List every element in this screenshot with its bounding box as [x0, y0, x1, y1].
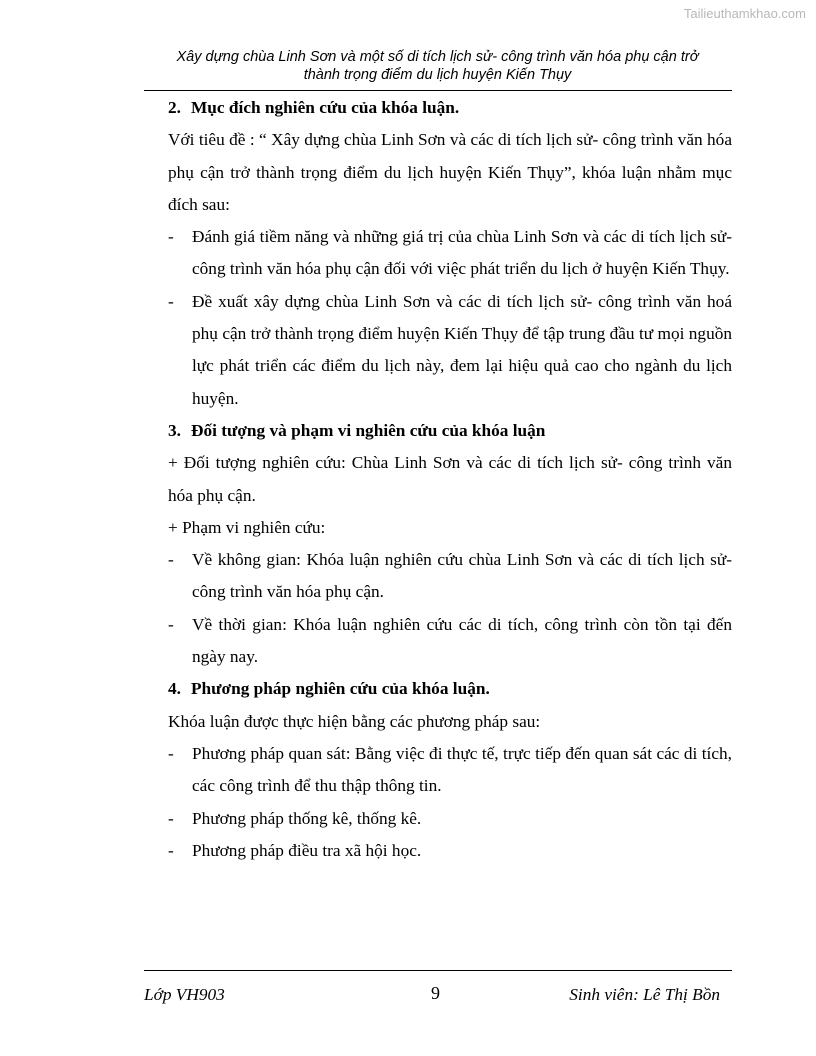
paragraph: Khóa luận được thực hiện bằng các phương pháp sau: — [168, 711, 541, 731]
list-item-text: Phương pháp thống kê, thống kê. — [192, 808, 422, 828]
running-header-line-2: thành trọng điểm du lịch huyện Kiến Thụy — [303, 67, 572, 83]
running-header — [140, 48, 735, 84]
list-item-text: Phương pháp quan sát: Bằng việc đi thực tế, trực tiếp đến quan sát các di tích, các công trình để thu thập thông tin. — [192, 743, 732, 796]
footer-student-label: Sinh viên: Lê Thị Bồn — [569, 985, 720, 1004]
section-heading-purpose — [168, 92, 732, 124]
watermark: Tailieuthamkhao.com — [683, 6, 806, 21]
section-number: 2. — [168, 98, 181, 117]
bullet-dash: - — [168, 291, 174, 311]
footer-class-label: Lớp VH903 — [144, 985, 225, 1004]
list-item — [168, 803, 732, 835]
paragraph: Với tiêu đề : “ Xây dựng chùa Linh Sơn và các di tích lịch sử- công trình văn hóa phụ cận trở thành trọng điểm du lịch huyện Kiến Thụy”, khóa luận nhằm mục đích sau: — [168, 130, 732, 214]
header-rule — [144, 90, 732, 91]
list-item — [168, 221, 732, 286]
list-item — [168, 738, 732, 803]
list-item-text: Đề xuất xây dựng chùa Linh Sơn và các di tích lịch sử- công trình văn hoá phụ cận trở thành trọng điểm huyện Kiến Thụy để tập trung đầu tư mọi nguồn lực phát triển các điểm du lịch này, đem lại hiệu quả cao cho ngành du lịch huyện. — [192, 291, 732, 408]
bullet-dash: - — [168, 743, 174, 763]
footer-rule — [144, 970, 732, 971]
page-number: 9 — [431, 983, 440, 1003]
bullet-dash: - — [168, 808, 174, 828]
list-item — [168, 609, 732, 674]
list-item-text: Phương pháp điều tra xã hội học. — [192, 840, 422, 860]
paragraph: + Phạm vi nghiên cứu: — [168, 517, 326, 537]
section-title: Mục đích nghiên cứu của khóa luận. — [191, 98, 460, 117]
list-item — [168, 544, 732, 609]
list-item — [168, 286, 732, 415]
running-header-line-1: Xây dựng chùa Linh Sơn và một số di tích lịch sử- công trình văn hóa phụ cận trở — [176, 49, 699, 65]
section-title: Đối tượng và phạm vi nghiên cứu của khóa luận — [191, 420, 546, 440]
section-number: 3. — [168, 420, 181, 440]
list-item-text: Đánh giá tiềm năng và những giá trị của chùa Linh Sơn và các di tích lịch sử- công trình văn hóa phụ cận đối với việc phát triển du lịch ở huyện Kiến Thụy. — [192, 227, 732, 279]
section-number: 4. — [168, 679, 181, 699]
section-heading-scope — [168, 415, 732, 447]
document-body — [168, 92, 732, 867]
bullet-dash: - — [168, 227, 174, 247]
paragraph: + Đối tượng nghiên cứu: Chùa Linh Sơn và các di tích lịch sử- công trình văn hóa phụ cận. — [168, 453, 732, 505]
list-item-text: Về thời gian: Khóa luận nghiên cứu các di tích, công trình còn tồn tại đến ngày nay. — [192, 614, 732, 667]
bullet-dash: - — [168, 550, 174, 570]
section-title: Phương pháp nghiên cứu của khóa luận. — [191, 679, 490, 699]
bullet-dash: - — [168, 840, 174, 860]
section-heading-methods — [168, 673, 732, 705]
list-item — [168, 835, 732, 867]
list-item-text: Về không gian: Khóa luận nghiên cứu chùa Linh Sơn và các di tích lịch sử- công trình văn hóa phụ cận. — [192, 550, 732, 602]
bullet-dash: - — [168, 614, 174, 634]
